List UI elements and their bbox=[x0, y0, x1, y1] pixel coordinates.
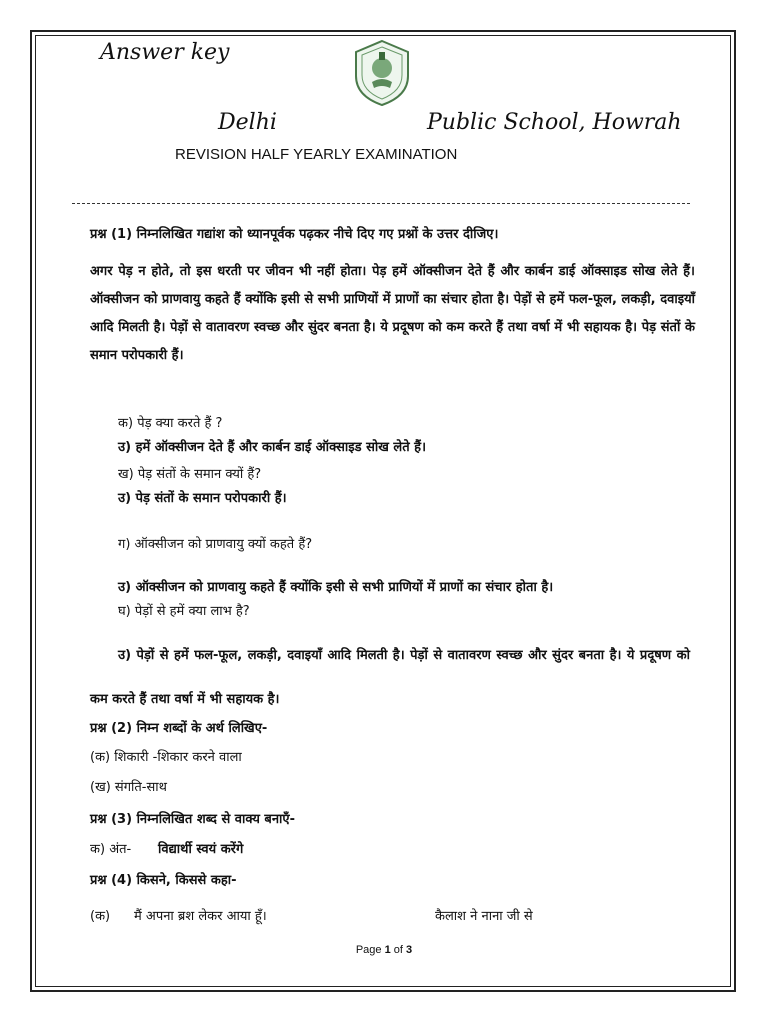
page-of: of bbox=[393, 944, 403, 956]
q1-question-a: क) पेड़ क्या करते हैं ? bbox=[118, 416, 223, 431]
page-number bbox=[0, 944, 768, 956]
q4-item-label: (क) bbox=[90, 909, 111, 924]
q1-question-b: ख) पेड़ संतों के समान क्यों हैं? bbox=[118, 467, 262, 482]
answer-key-heading: Answer key bbox=[100, 40, 230, 65]
page-total: 3 bbox=[406, 944, 413, 956]
q4-item-answer: कैलाश ने नाना जी से bbox=[435, 909, 533, 924]
q2-prompt: प्रश्न (2) निम्न शब्दों के अर्थ लिखिए- bbox=[90, 721, 268, 736]
q3-item-label: क) अंत- bbox=[90, 842, 132, 857]
q2-item-b: (ख) संगति-साथ bbox=[90, 780, 167, 795]
school-name-rest: Public School, Howrah bbox=[427, 110, 682, 135]
q4-prompt: प्रश्न (4) किसने, किससे कहा- bbox=[90, 873, 237, 888]
q1-answer-d: उ) पेड़ों से हमें फल-फूल, लकड़ी, दवाइयाँ आदि मिलती है। पेड़ों से वातावरण स्वच्छ और सुंदर बनता है। ये प्रदूषण को कम करते हैं तथा वर्षा में भी सहायक है। bbox=[90, 648, 690, 707]
q2-item-a: (क) शिकारी -शिकार करने वाला bbox=[90, 750, 242, 765]
school-name-delhi: Delhi bbox=[218, 110, 277, 135]
exam-title: REVISION HALF YEARLY EXAMINATION bbox=[175, 146, 458, 163]
q1-answer-a: उ) हमें ऑक्सीजन देते हैं और कार्बन डाई ऑक्साइड सोख लेते हैं। bbox=[118, 440, 427, 455]
q1-answer-c: उ) ऑक्सीजन को प्राणवायु कहते हैं क्योंकि इसी से सभी प्राणियों में प्राणों का संचार होता है। bbox=[118, 580, 554, 595]
q1-prompt: प्रश्न (1) निम्नलिखित गद्यांश को ध्यानपूर्वक पढ़कर नीचे दिए गए प्रश्नों के उत्तर दीजिए। bbox=[90, 227, 499, 242]
q3-prompt: प्रश्न (3) निम्नलिखित शब्द से वाक्य बनाएँ- bbox=[90, 812, 295, 827]
q1-question-d: घ) पेड़ों से हमें क्या लाभ है? bbox=[118, 604, 250, 619]
school-logo-icon bbox=[350, 38, 414, 108]
q1-question-c: ग) ऑक्सीजन को प्राणवायु क्यों कहते हैं? bbox=[118, 537, 313, 552]
dashed-divider bbox=[72, 203, 690, 204]
q3-item-answer: विद्यार्थी स्वयं करेंगे bbox=[158, 842, 244, 857]
page-border-inner bbox=[35, 35, 731, 987]
page-current: 1 bbox=[384, 944, 391, 956]
q1-passage: अगर पेड़ न होते, तो इस धरती पर जीवन भी नहीं होता। पेड़ हमें ऑक्सीजन देते हैं और कार्बन डाई ऑक्साइड सोख लेते हैं। ऑक्सीजन को प्राणवायु कहते हैं क्योंकि इसी से सभी प्राणियों में प्राणों का संचार होता है। पेड़ों से हमें फल-फूल, लकड़ी, दवाइयाँ आदि मिलती है। पेड़ों से वातावरण स्वच्छ और सुंदर बनता है। ये प्रदूषण को कम करते हैं तथा वर्षा में भी सहायक है। पेड़ संतों के समान परोपकारी हैं। bbox=[90, 264, 695, 363]
q4-item-text: मैं अपना ब्रश लेकर आया हूँ। bbox=[134, 909, 267, 924]
page-word: Page bbox=[355, 944, 382, 956]
q1-answer-b: उ) पेड़ संतों के समान परोपकारी हैं। bbox=[118, 491, 287, 506]
